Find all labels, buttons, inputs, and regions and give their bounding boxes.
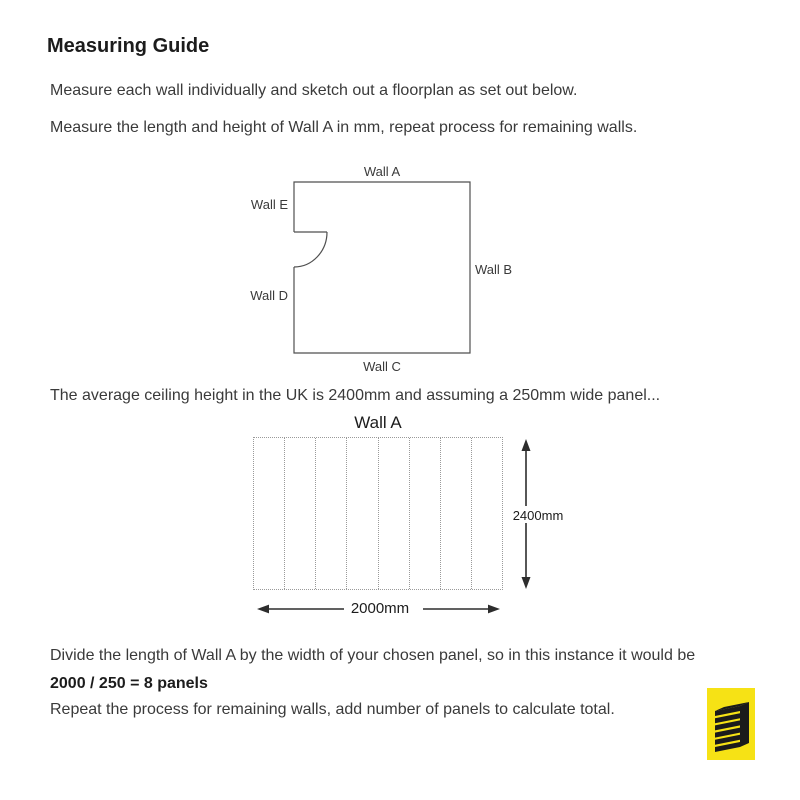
wall-e-label: Wall E — [250, 197, 288, 212]
wall-c-label: Wall C — [363, 359, 401, 374]
width-dimension-label: 2000mm — [350, 600, 410, 617]
arrow-up-icon — [522, 439, 531, 451]
repeat-instruction: Repeat the process for remaining walls, add number of panels to calculate total. — [50, 701, 615, 718]
stacked-panels-icon — [707, 688, 755, 760]
wall-d-label: Wall D — [250, 288, 288, 303]
arrow-right-icon — [488, 605, 500, 614]
door-swing-arc-icon — [294, 232, 327, 267]
room-walls — [294, 182, 470, 353]
floorplan-diagram — [240, 160, 540, 380]
brand-logo — [707, 688, 755, 760]
arrow-down-icon — [522, 577, 531, 589]
wall-b-label: Wall B — [475, 262, 513, 277]
wall-a-label: Wall A — [363, 164, 401, 179]
intro-line-2: Measure the length and height of Wall A in mm, repeat process for remaining walls. — [50, 119, 638, 136]
height-dimension-label: 2400mm — [512, 508, 564, 523]
divide-instruction: Divide the length of Wall A by the width of your chosen panel, so in this instance it would be — [50, 647, 696, 664]
panel-diagram — [240, 410, 580, 625]
panel-diagram-title: Wall A — [354, 413, 402, 432]
page-title: Measuring Guide — [47, 35, 210, 57]
ceiling-note: The average ceiling height in the UK is 2400mm and assuming a 250mm wide panel... — [50, 387, 661, 404]
intro-line-1: Measure each wall individually and sketch out a floorplan as set out below. — [50, 82, 578, 99]
formula-text: 2000 / 250 = 8 panels — [50, 675, 208, 692]
arrow-left-icon — [257, 605, 269, 614]
